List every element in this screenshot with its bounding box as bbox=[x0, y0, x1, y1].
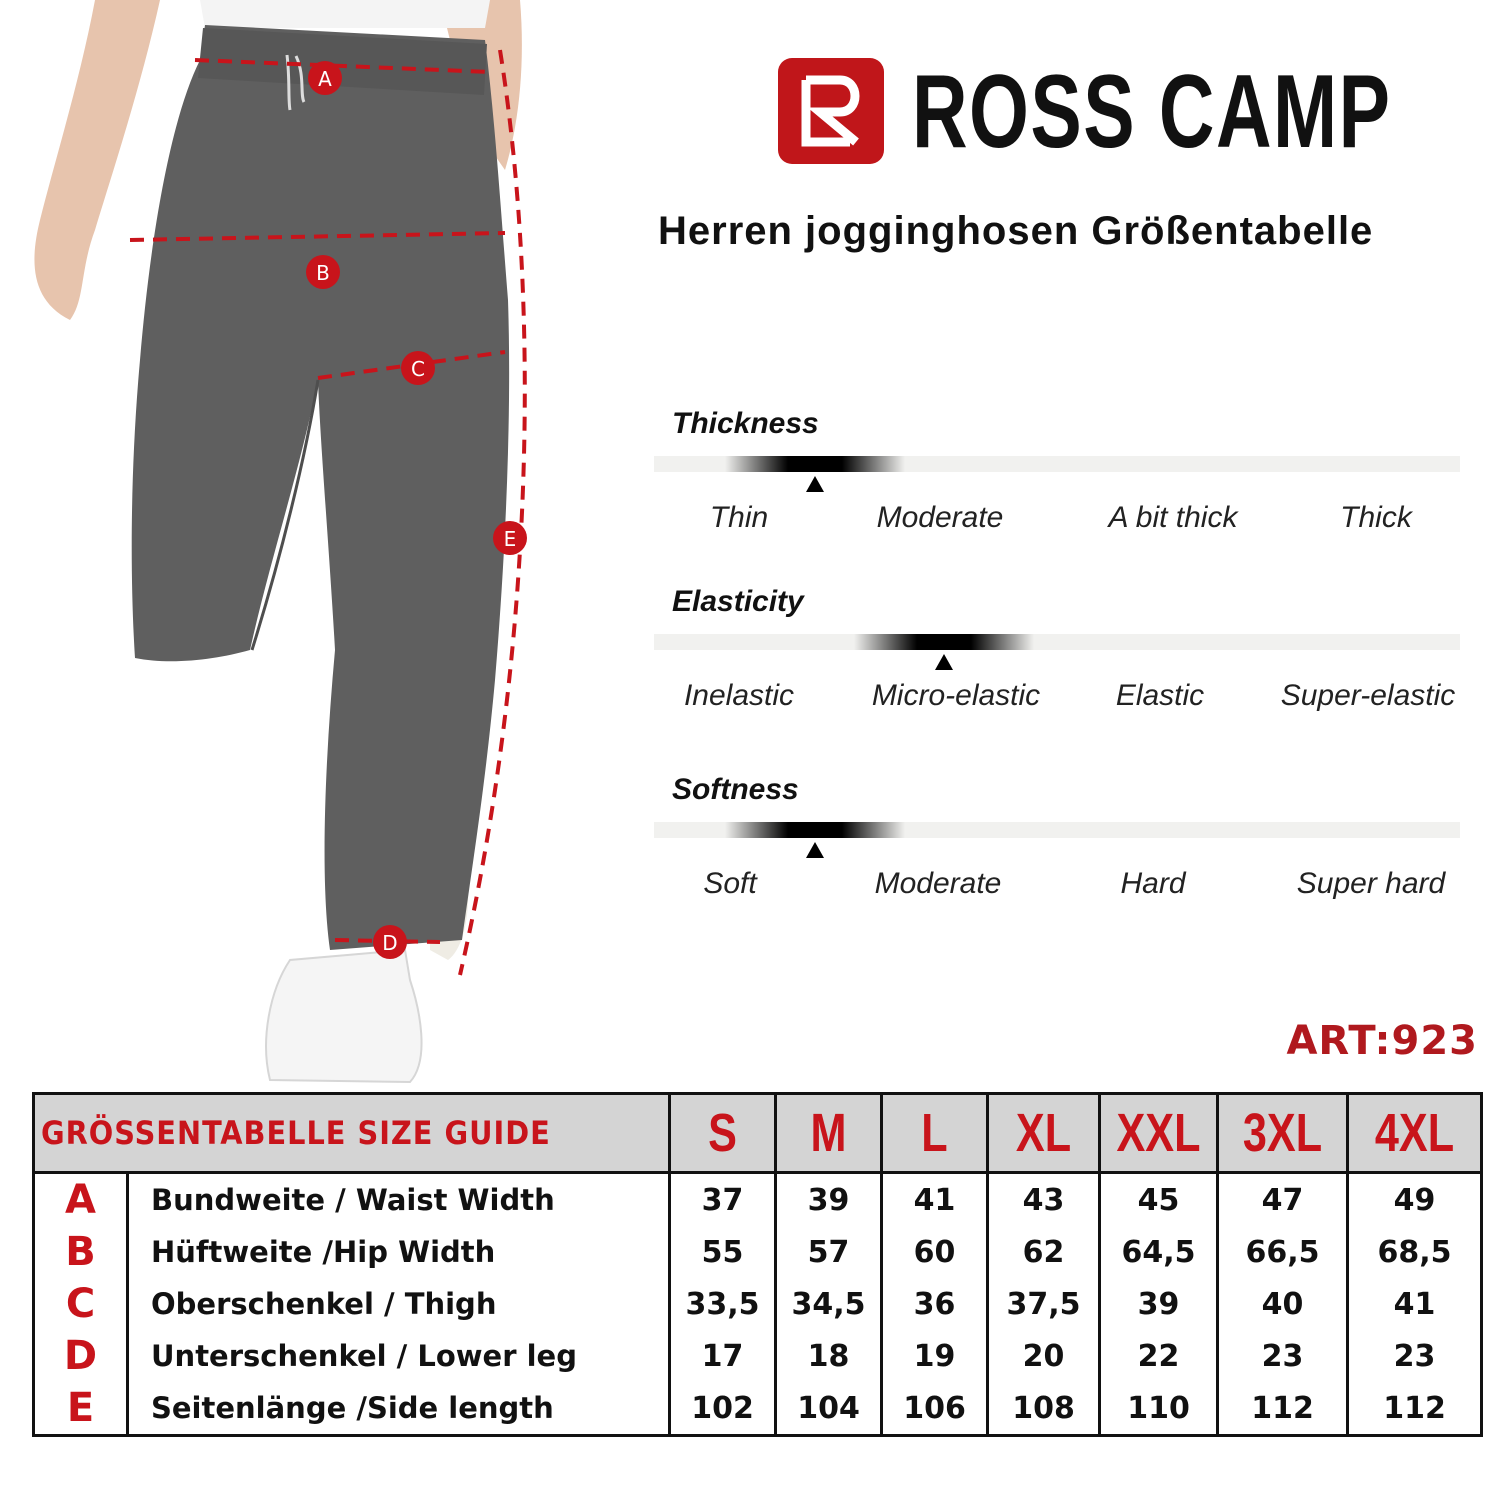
size-header-s: S bbox=[670, 1094, 776, 1173]
table-cell: 64,5 bbox=[1100, 1226, 1218, 1278]
article-number: ART:923 bbox=[1286, 1018, 1478, 1064]
pants-figure bbox=[0, 0, 650, 1090]
logo-mark bbox=[778, 58, 884, 164]
row-letter: C bbox=[34, 1278, 128, 1330]
attribute-softness bbox=[654, 772, 1460, 912]
level-marker-icon bbox=[806, 842, 824, 858]
pants-shape bbox=[132, 25, 509, 950]
table-cell: 23 bbox=[1393, 1338, 1436, 1374]
table-cell: 108 bbox=[988, 1382, 1100, 1436]
table-cell: 102 bbox=[670, 1382, 776, 1436]
measurement-label: Oberschenkel / Thigh bbox=[128, 1278, 670, 1330]
attribute-elasticity bbox=[654, 584, 1460, 724]
size-guide-table bbox=[32, 1092, 1483, 1437]
table-cell: 104 bbox=[776, 1382, 882, 1436]
measurement-label: Unterschenkel / Lower leg bbox=[128, 1330, 670, 1382]
row-letter: B bbox=[34, 1226, 128, 1278]
attribute-scale bbox=[654, 456, 1460, 472]
table-cell: 55 bbox=[670, 1226, 776, 1278]
table-cell: 17 bbox=[670, 1330, 776, 1382]
table-cell: 23 bbox=[1218, 1330, 1348, 1382]
table-cell: 57 bbox=[776, 1226, 882, 1278]
size-header-l: L bbox=[882, 1094, 988, 1173]
table-title: GRÖSSENTABELLE SIZE GUIDE bbox=[34, 1094, 670, 1173]
table-cell: 112 bbox=[1383, 1390, 1446, 1426]
measurement-label: Seitenlänge /Side length bbox=[128, 1382, 670, 1436]
marker-a bbox=[308, 61, 342, 95]
row-letter: D bbox=[34, 1330, 128, 1382]
table-row bbox=[34, 1330, 1482, 1382]
table-cell: 34,5 bbox=[776, 1278, 882, 1330]
table-cell: 37 bbox=[670, 1173, 776, 1227]
attribute-thickness bbox=[654, 406, 1460, 546]
svg-text:A: A bbox=[318, 67, 332, 91]
measurement-label: Bundweite / Waist Width bbox=[128, 1173, 670, 1227]
measurement-label: Hüftweite /Hip Width bbox=[128, 1226, 670, 1278]
option-label: Super-elastic bbox=[1280, 679, 1456, 712]
table-cell: 20 bbox=[988, 1330, 1100, 1382]
marker-d bbox=[373, 925, 407, 959]
scale-level bbox=[725, 822, 905, 838]
row-letter: E bbox=[34, 1382, 128, 1436]
table-header-row bbox=[34, 1094, 1482, 1173]
option-label: Super hard bbox=[1296, 867, 1446, 900]
table-cell: 47 bbox=[1218, 1173, 1348, 1227]
option-label: Moderate bbox=[874, 867, 1002, 900]
size-header-m: M bbox=[776, 1094, 882, 1173]
page-subtitle: Herren jogginghosen Größentabelle bbox=[658, 209, 1374, 253]
size-header-3xl: 3XL bbox=[1218, 1094, 1348, 1173]
option-label: Thin bbox=[709, 501, 769, 534]
table-cell: 49 bbox=[1393, 1182, 1436, 1218]
marker-b bbox=[306, 255, 340, 289]
table-cell: 43 bbox=[988, 1173, 1100, 1227]
table-cell: 112 bbox=[1218, 1382, 1348, 1436]
attribute-title: Thickness bbox=[672, 407, 819, 440]
attribute-scale bbox=[654, 634, 1460, 650]
option-label: Elastic bbox=[1115, 679, 1205, 712]
option-label: Micro-elastic bbox=[871, 679, 1041, 712]
level-marker-icon bbox=[806, 476, 824, 492]
table-cell: 22 bbox=[1100, 1330, 1218, 1382]
svg-text:E: E bbox=[503, 527, 517, 551]
attribute-title: Elasticity bbox=[672, 585, 804, 618]
brand-logo bbox=[778, 54, 1498, 173]
table-cell: 60 bbox=[882, 1226, 988, 1278]
table-cell: 39 bbox=[1100, 1278, 1218, 1330]
marker-e bbox=[493, 521, 527, 555]
rc-monogram-icon bbox=[778, 58, 884, 164]
table-row bbox=[34, 1173, 1482, 1227]
svg-text:D: D bbox=[382, 931, 398, 955]
table-cell: 62 bbox=[988, 1226, 1100, 1278]
option-label: A bit thick bbox=[1108, 501, 1238, 534]
marker-c bbox=[401, 351, 435, 385]
svg-text:C: C bbox=[411, 357, 425, 381]
model-illustration bbox=[34, 0, 521, 1082]
level-marker-icon bbox=[935, 654, 953, 670]
option-label: Moderate bbox=[876, 501, 1004, 534]
table-cell: 33,5 bbox=[670, 1278, 776, 1330]
table-cell: 45 bbox=[1100, 1173, 1218, 1227]
table-cell: 110 bbox=[1100, 1382, 1218, 1436]
option-label: Inelastic bbox=[683, 679, 795, 712]
option-label: Soft bbox=[703, 867, 757, 900]
table-row bbox=[34, 1278, 1482, 1330]
size-header-4xl: 4XL bbox=[1348, 1094, 1482, 1173]
table-cell: 106 bbox=[882, 1382, 988, 1436]
table-cell: 68,5 bbox=[1377, 1234, 1452, 1270]
table-cell: 36 bbox=[882, 1278, 988, 1330]
size-header-xl: XL bbox=[988, 1094, 1100, 1173]
table-cell: 41 bbox=[882, 1173, 988, 1227]
row-letter: A bbox=[34, 1173, 128, 1227]
table-cell: 66,5 bbox=[1218, 1226, 1348, 1278]
table-cell: 18 bbox=[776, 1330, 882, 1382]
attribute-scale bbox=[654, 822, 1460, 838]
scale-level bbox=[725, 456, 905, 472]
table-cell: 40 bbox=[1218, 1278, 1348, 1330]
table-cell: 37,5 bbox=[988, 1278, 1100, 1330]
option-label: Thick bbox=[1340, 501, 1412, 534]
attribute-title: Softness bbox=[672, 773, 799, 806]
brand-name: ROSS CAMP bbox=[912, 54, 1392, 170]
size-header-xxl: XXL bbox=[1100, 1094, 1218, 1173]
scale-level bbox=[854, 634, 1034, 650]
table-cell: 41 bbox=[1393, 1286, 1436, 1322]
table-row bbox=[34, 1226, 1482, 1278]
table-cell: 19 bbox=[882, 1330, 988, 1382]
table-cell: 39 bbox=[776, 1173, 882, 1227]
option-label: Hard bbox=[1120, 867, 1186, 900]
svg-text:B: B bbox=[316, 261, 330, 285]
table-row bbox=[34, 1382, 1482, 1436]
